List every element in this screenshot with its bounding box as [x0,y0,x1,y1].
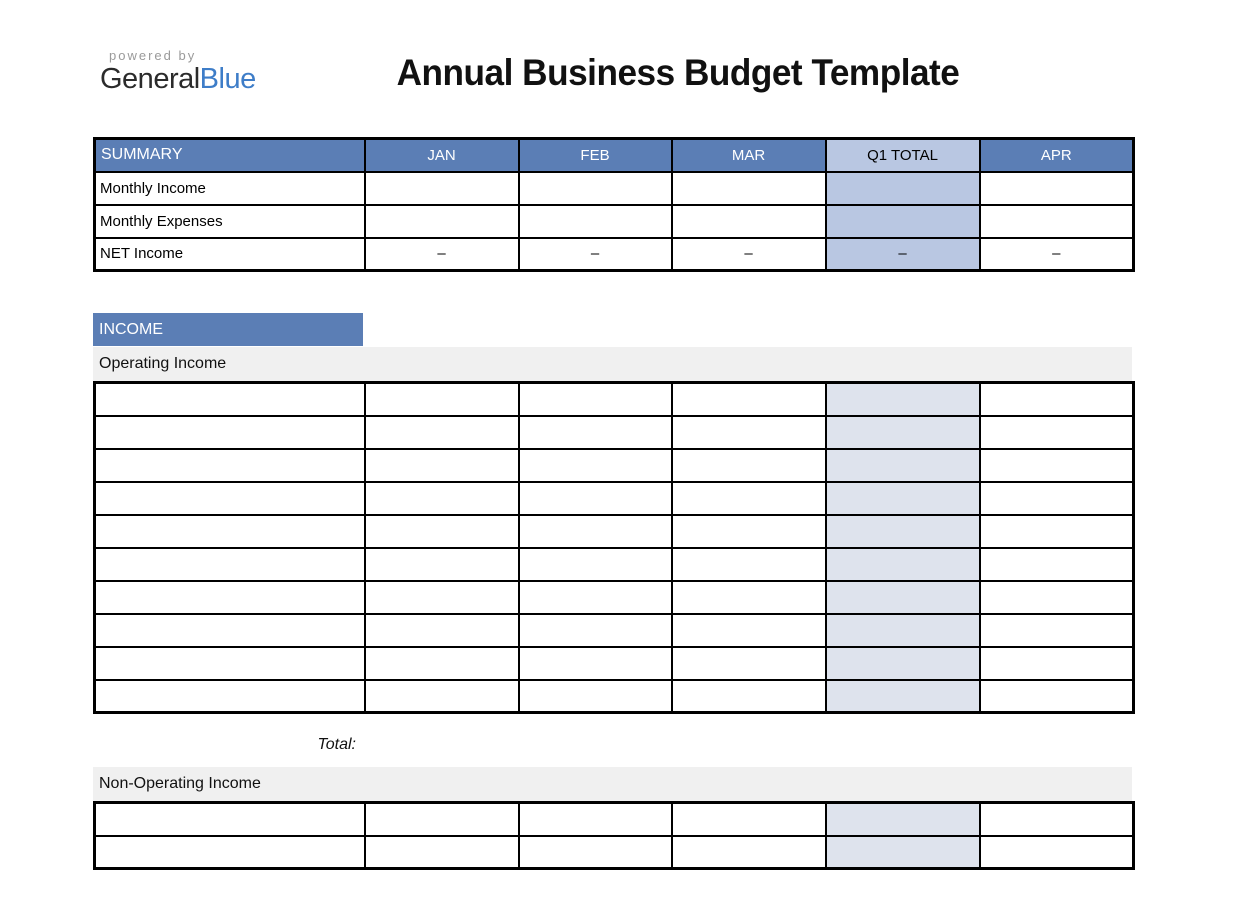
input-cell[interactable] [365,515,519,548]
summary-header-row [95,139,1134,172]
q1-total-cell [826,548,980,581]
input-cell[interactable] [519,680,672,713]
input-cell[interactable] [519,836,672,869]
brand-general: General [100,63,200,95]
input-cell[interactable] [519,383,672,416]
input-cell[interactable] [95,515,365,548]
operating-income-row [95,680,1134,713]
input-cell[interactable] [672,383,826,416]
q1-total-cell [826,515,980,548]
q1-total-cell [826,449,980,482]
cell-net-income-apr: – [980,238,1134,271]
input-cell[interactable] [980,581,1134,614]
input-cell[interactable] [980,548,1134,581]
operating-income-row [95,449,1134,482]
operating-income-subheader: Operating Income [93,347,1132,381]
input-cell[interactable] [95,614,365,647]
summary-header-jan: JAN [365,139,519,172]
q1-total-cell [826,581,980,614]
input-cell[interactable] [519,482,672,515]
cell-net-income-feb: – [519,238,672,271]
input-cell[interactable] [365,647,519,680]
cell-net-income-q1: – [826,238,980,271]
input-cell[interactable] [519,803,672,836]
q1-total-cell [826,680,980,713]
cell-monthly-expenses-q1 [826,205,980,238]
input-cell[interactable] [365,581,519,614]
cell-monthly-expenses-apr[interactable] [980,205,1134,238]
generalblue-logo [100,48,256,95]
q1-total-cell [826,647,980,680]
cell-monthly-income-feb[interactable] [519,172,672,205]
input-cell[interactable] [519,515,672,548]
input-cell[interactable] [672,449,826,482]
non-operating-income-row [95,836,1134,869]
summary-header-apr: APR [980,139,1134,172]
input-cell[interactable] [519,548,672,581]
operating-income-row [95,515,1134,548]
input-cell[interactable] [95,416,365,449]
input-cell[interactable] [95,548,365,581]
summary-table [93,137,1135,272]
input-cell[interactable] [980,515,1134,548]
input-cell[interactable] [365,482,519,515]
summary-header-summary: SUMMARY [95,139,365,172]
input-cell[interactable] [519,614,672,647]
summary-header-feb: FEB [519,139,672,172]
brand-name [100,63,256,95]
input-cell[interactable] [672,836,826,869]
cell-monthly-expenses-jan[interactable] [365,205,519,238]
summary-row-monthly-expenses [95,205,1134,238]
input-cell[interactable] [672,515,826,548]
operating-income-row [95,383,1134,416]
input-cell[interactable] [95,680,365,713]
input-cell[interactable] [95,581,365,614]
input-cell[interactable] [672,482,826,515]
cell-net-income-jan: – [365,238,519,271]
input-cell[interactable] [365,383,519,416]
input-cell[interactable] [672,680,826,713]
row-label-monthly-income: Monthly Income [95,172,365,205]
summary-header-mar: MAR [672,139,826,172]
input-cell[interactable] [980,383,1134,416]
input-cell[interactable] [365,416,519,449]
summary-row-monthly-income [95,172,1134,205]
q1-total-cell [826,836,980,869]
input-cell[interactable] [95,836,365,869]
input-cell[interactable] [980,647,1134,680]
input-cell[interactable] [672,416,826,449]
input-cell[interactable] [519,449,672,482]
input-cell[interactable] [672,614,826,647]
input-cell[interactable] [672,647,826,680]
cell-monthly-income-q1 [826,172,980,205]
non-operating-income-subheader: Non-Operating Income [93,767,1132,801]
operating-total-label: Total: [317,736,356,753]
input-cell[interactable] [672,548,826,581]
cell-monthly-income-jan[interactable] [365,172,519,205]
q1-total-cell [826,383,980,416]
input-cell[interactable] [519,581,672,614]
cell-monthly-income-apr[interactable] [980,172,1134,205]
input-cell[interactable] [365,836,519,869]
operating-income-row [95,548,1134,581]
q1-total-cell [826,614,980,647]
non-operating-income-table [93,801,1135,870]
input-cell[interactable] [95,482,365,515]
q1-total-cell [826,482,980,515]
operating-income-row [95,647,1134,680]
powered-by-text: powered by [109,48,197,63]
operating-income-row [95,614,1134,647]
operating-income-row [95,581,1134,614]
input-cell[interactable] [980,836,1134,869]
input-cell[interactable] [980,449,1134,482]
operating-income-row [95,416,1134,449]
input-cell[interactable] [365,614,519,647]
row-label-monthly-expenses: Monthly Expenses [95,205,365,238]
cell-monthly-income-mar[interactable] [672,172,826,205]
non-operating-income-row [95,803,1134,836]
operating-income-row [95,482,1134,515]
q1-total-cell [826,803,980,836]
brand-blue: Blue [199,63,256,95]
input-cell[interactable] [980,803,1134,836]
input-cell[interactable] [980,680,1134,713]
income-section-header: INCOME [93,313,363,346]
cell-net-income-mar: – [672,238,826,271]
input-cell[interactable] [365,680,519,713]
input-cell[interactable] [365,803,519,836]
summary-row-net-income [95,238,1134,271]
input-cell[interactable] [365,449,519,482]
input-cell[interactable] [95,383,365,416]
q1-total-cell [826,416,980,449]
summary-header-q1-total: Q1 TOTAL [826,139,980,172]
input-cell[interactable] [519,416,672,449]
input-cell[interactable] [980,482,1134,515]
operating-income-table [93,381,1135,714]
input-cell[interactable] [95,449,365,482]
input-cell[interactable] [519,647,672,680]
input-cell[interactable] [672,803,826,836]
input-cell[interactable] [672,581,826,614]
input-cell[interactable] [980,416,1134,449]
page-title: Annual Business Budget Template [396,52,960,93]
input-cell[interactable] [95,803,365,836]
input-cell[interactable] [980,614,1134,647]
cell-monthly-expenses-mar[interactable] [672,205,826,238]
row-label-net-income: NET Income [95,238,365,271]
input-cell[interactable] [95,647,365,680]
input-cell[interactable] [365,548,519,581]
cell-monthly-expenses-feb[interactable] [519,205,672,238]
